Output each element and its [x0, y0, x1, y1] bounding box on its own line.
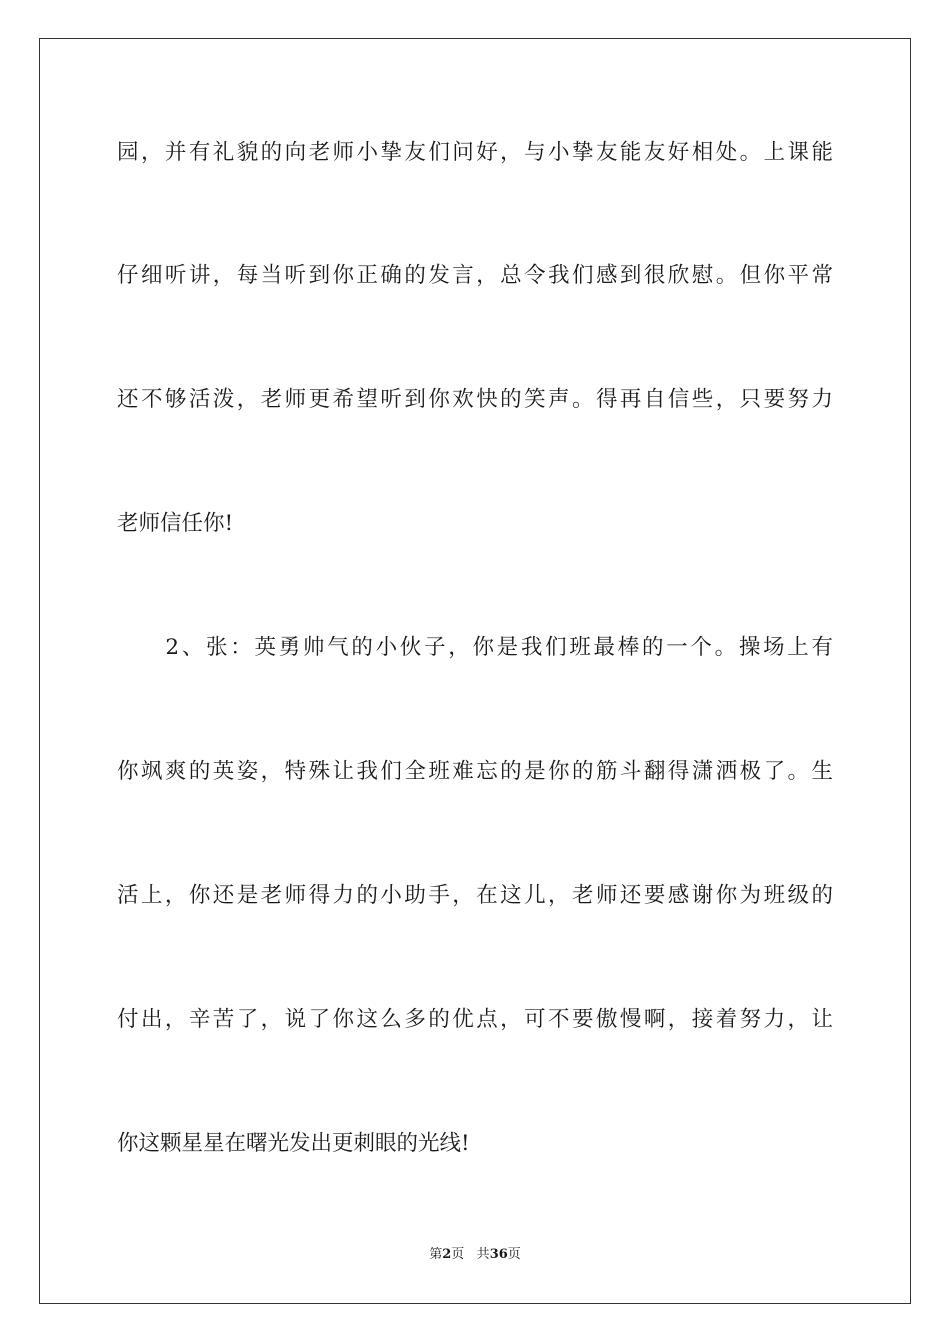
paragraph-line-2: 仔细听讲，每当听到你正确的发言，总令我们感到很欣慰。但你平常 — [117, 263, 833, 288]
footer-total-pages: 36 — [489, 1247, 508, 1262]
paragraph-line-1: 园，并有礼貌的向老师小挚友们问好，与小挚友能友好相处。上课能 — [117, 140, 833, 165]
paragraph-line-6: 你飒爽的英姿，特殊让我们全班难忘的是你的筋斗翻得潇洒极了。生 — [117, 759, 833, 784]
paragraph-line-9: 你这颗星星在曙光发出更刺眼的光线! — [117, 1131, 470, 1156]
page-footer — [0, 1246, 950, 1264]
paragraph-line-5: 2、张：英勇帅气的小伙子，你是我们班最棒的一个。操场上有 — [117, 635, 833, 660]
page-border — [39, 38, 911, 1304]
footer-page-number: 2 — [442, 1247, 452, 1262]
footer-page-prefix: 第 — [429, 1247, 443, 1262]
footer-page-suffix: 页 — [451, 1247, 465, 1262]
paragraph-line-4: 老师信任你! — [117, 511, 234, 536]
footer-total-prefix: 共 — [476, 1247, 490, 1262]
paragraph-line-7: 活上，你还是老师得力的小助手，在这儿，老师还要感谢你为班级的 — [117, 883, 833, 908]
paragraph-line-8: 付出，辛苦了，说了你这么多的优点，可不要傲慢啊，接着努力，让 — [117, 1007, 833, 1032]
paragraph-line-3: 还不够活泼，老师更希望听到你欢快的笑声。得再自信些，只要努力 — [117, 387, 833, 412]
footer-total-suffix: 页 — [507, 1247, 521, 1262]
